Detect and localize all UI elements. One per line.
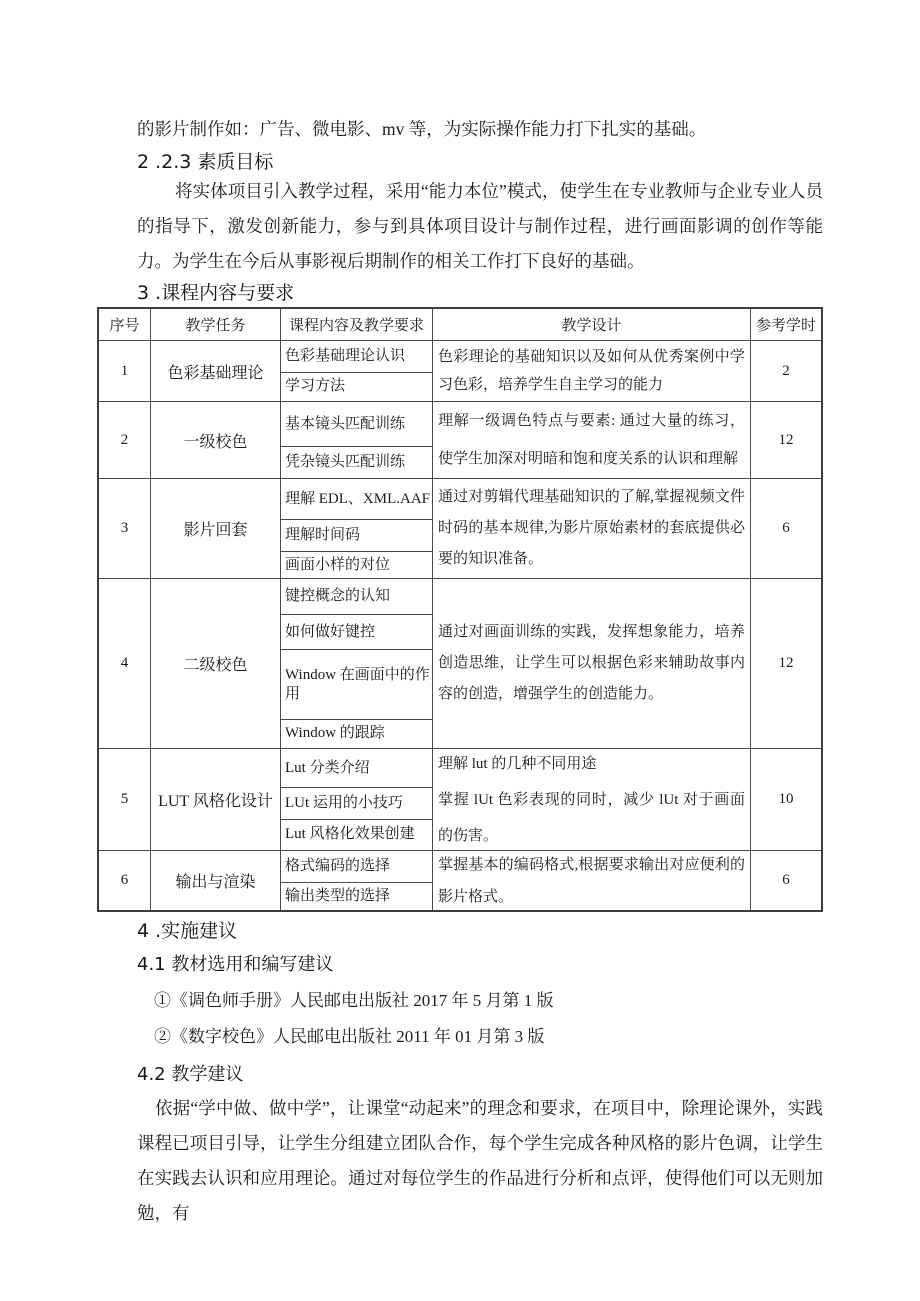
cell-content-items bbox=[280, 341, 432, 401]
table-row-3 bbox=[99, 478, 821, 578]
section-heading-3: 3 .课程内容与要求 bbox=[137, 282, 295, 304]
section-heading-4-1: 4.1 教材选用和编写建议 bbox=[137, 954, 334, 975]
design-text: 通过对画面训练的实践，发挥想象能力，培养创造思维，让学生可以根据色彩来辅助故事内容的创造，增强学生的创造能力。 bbox=[438, 624, 745, 702]
cell-seq: 3 bbox=[120, 520, 129, 536]
cell-task: 二级校色 bbox=[150, 579, 280, 748]
header-cell-design: 教学设计 bbox=[432, 309, 750, 340]
cell-content-items bbox=[280, 749, 432, 850]
content-item: Window 在画面中的作用 bbox=[281, 650, 432, 720]
header-cell-seq: 序号 bbox=[109, 318, 140, 334]
textbook-item-1: ①《调色师手册》人民邮电出版社 2017 年 5 月第 1 版 bbox=[154, 991, 554, 1010]
content-item: 键控概念的认知 bbox=[281, 579, 432, 615]
table-row-2 bbox=[99, 401, 821, 478]
design-text: 理解一级调色特点与要素: 通过大量的练习，使学生加深对明暗和饱和度关系的认识和理解 bbox=[438, 413, 745, 467]
content-item: Lut 分类介绍 bbox=[281, 749, 432, 788]
content-item: LUt 运用的小技巧 bbox=[281, 788, 432, 819]
design-text: 掌握 lUt 色彩表现的同时，减少 lUt 对于画面的伤害。 bbox=[438, 791, 745, 844]
content-item: 画面小样的对位 bbox=[285, 556, 391, 573]
cell-design bbox=[432, 479, 750, 578]
content-item: 学习方法 bbox=[285, 378, 346, 395]
cell-design bbox=[432, 402, 750, 478]
table-row-1 bbox=[99, 340, 821, 401]
content-item: 输出类型的选择 bbox=[285, 888, 391, 905]
content-item: Window 的跟踪 bbox=[285, 725, 385, 742]
header-cell-content: 课程内容及教学要求 bbox=[280, 309, 432, 340]
course-content-table bbox=[97, 307, 823, 912]
content-item: 如何做好键控 bbox=[281, 615, 432, 650]
section-heading-4-2: 4.2 教学建议 bbox=[137, 1064, 244, 1085]
cell-seq: 1 bbox=[120, 362, 129, 379]
cell-design bbox=[432, 579, 750, 748]
design-text: 通过对剪辑代理基础知识的了解,掌握视频文件时码的基本规律,为影片原始素材的套底提供必要的知识准备。 bbox=[438, 489, 745, 567]
cell-task: LUT 风格化设计 bbox=[150, 749, 280, 850]
design-text: 掌握基本的编码格式,根据要求输出对应便利的影片格式。 bbox=[438, 856, 745, 905]
cell-seq: 5 bbox=[120, 791, 129, 807]
teaching-advice-paragraph: 依据“学中做、做中学”，让课堂“动起来”的理念和要求，在项目中，除理论课外，实践课程已项目引导，让学生分组建立团队合作，每个学生完成各种风格的影片色调，让学生在实践去认识和应用理论。通过对每位学生的作品进行分析和点评，使得他们可以无则加勉，有 bbox=[137, 1098, 823, 1223]
content-item: 理解 EDL、XML.AAF bbox=[281, 479, 432, 520]
content-item: 凭杂镜头匹配训练 bbox=[285, 454, 406, 471]
cell-design bbox=[432, 749, 750, 850]
cell-content-items bbox=[280, 579, 432, 748]
cell-hours: 12 bbox=[750, 579, 821, 748]
cell-content-items bbox=[280, 851, 432, 910]
content-item: 基本镜头匹配训练 bbox=[281, 402, 432, 447]
cell-task: 输出与渲染 bbox=[150, 851, 280, 910]
cell-design bbox=[432, 851, 750, 910]
cell-design bbox=[432, 341, 750, 401]
cell-hours: 12 bbox=[750, 402, 821, 478]
content-item: 格式编码的选择 bbox=[281, 851, 432, 883]
header-cell-hours: 参考学时 bbox=[750, 309, 821, 340]
textbook-item-2: ②《数字校色》人民邮电出版社 2011 年 01 月第 3 版 bbox=[154, 1027, 545, 1046]
section-heading-2-2-3: 2 .2.3 素质目标 bbox=[137, 151, 274, 173]
cell-content-items bbox=[280, 402, 432, 478]
cell-hours: 6 bbox=[750, 479, 821, 578]
table-row-5 bbox=[99, 748, 821, 850]
cell-seq: 4 bbox=[120, 655, 129, 671]
quality-goals-paragraph: 将实体项目引入教学过程，采用“能力本位”模式，使学生在专业教师与企业专业人员的指导下，激发创新能力，参与到具体项目设计与制作过程，进行画面影调的创作等能力。为学生在今后从事影视后期制作的相关工作打下良好的基础。 bbox=[137, 181, 823, 271]
cell-hours: 10 bbox=[750, 749, 821, 850]
table-header-row bbox=[99, 309, 821, 340]
content-item: Lut 风格化效果创建 bbox=[285, 826, 415, 843]
table-row-6 bbox=[99, 850, 821, 910]
cell-hours: 2 bbox=[750, 341, 821, 401]
content-item: 理解时间码 bbox=[281, 520, 432, 552]
cell-task: 一级校色 bbox=[150, 402, 280, 478]
intro-paragraph: 的影片制作如：广告、微电影、mv 等，为实际操作能力打下扎实的基础。 bbox=[137, 119, 707, 139]
content-item: 色彩基础理论认识 bbox=[281, 341, 432, 373]
cell-task: 色彩基础理论 bbox=[150, 341, 280, 401]
cell-task: 影片回套 bbox=[150, 479, 280, 578]
section-heading-4: 4 .实施建议 bbox=[137, 920, 238, 942]
header-cell-task: 教学任务 bbox=[150, 309, 280, 340]
cell-seq: 6 bbox=[120, 872, 129, 888]
cell-hours: 6 bbox=[750, 851, 821, 910]
design-text: 理解 lut 的几种不同用途 bbox=[438, 755, 597, 772]
cell-content-items bbox=[280, 479, 432, 578]
table-row-4 bbox=[99, 578, 821, 748]
cell-seq: 2 bbox=[120, 431, 129, 448]
design-text: 色彩理论的基础知识以及如何从优秀案例中学习色彩，培养学生自主学习的能力 bbox=[438, 349, 745, 393]
